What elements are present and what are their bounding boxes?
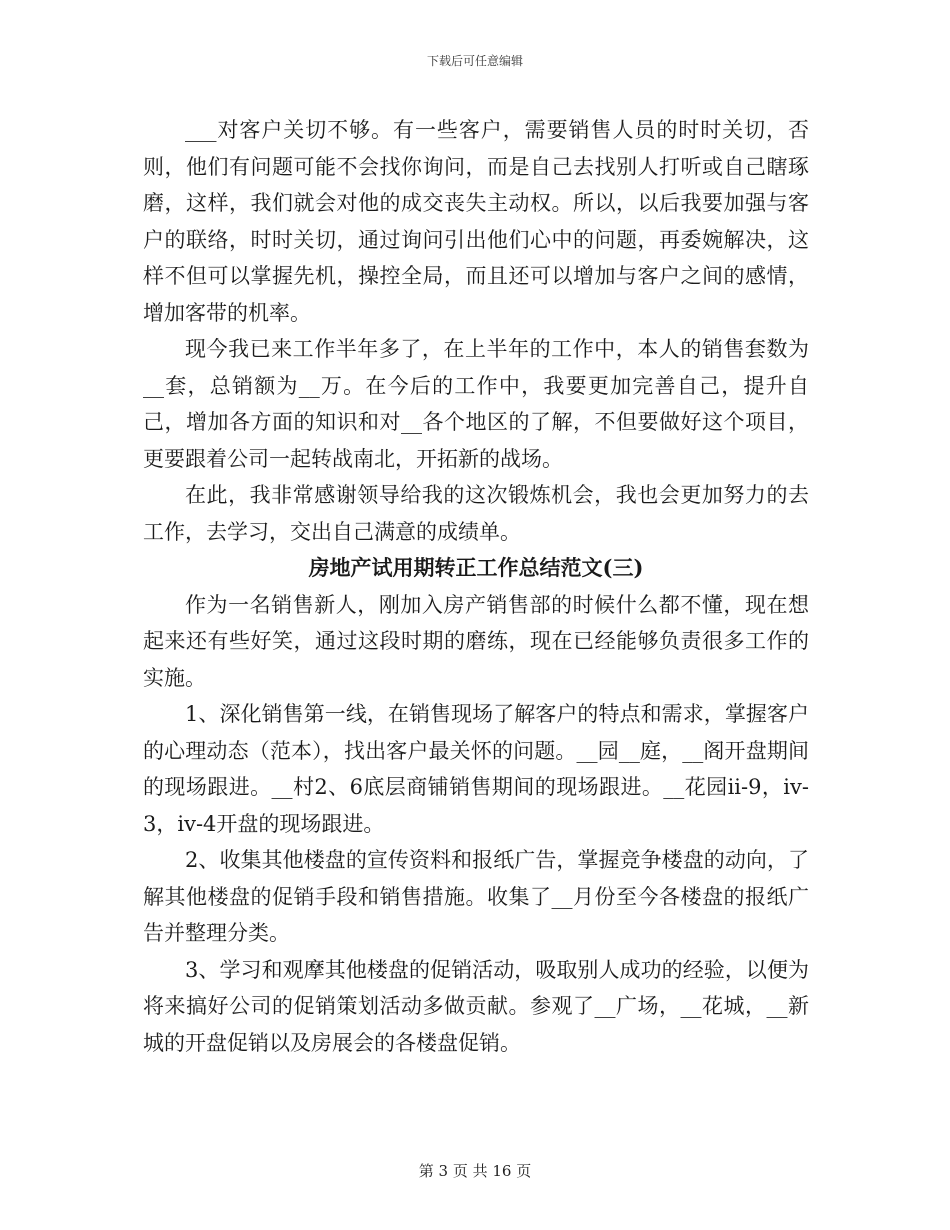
paragraph-1: ___对客户关切不够。有一些客户，需要销售人员的时时关切，否则，他们有问题可能不会找你询问，而是自己去找别人打听或自己瞎琢磨，这样，我们就会对他的成交丧失主动权。所以，以后我要加强与客户的联络，时时关切，通过询问引出他们心中的问题，再委婉解决，这样不但可以掌握先机，操控全局，而且还可以增加与客户之间的感情，增加客带的机率。 <box>143 118 809 325</box>
paragraph-5: 1、深化销售第一线，在销售现场了解客户的特点和需求，掌握客户的心理动态（范本），找出客户最关怀的问题。__园__庭，__阁开盘期间的现场跟进。__村2、6底层商铺销售期间的现场跟进。__花园ii-9，iv-3，iv-4开盘的现场跟进。 <box>143 702 809 836</box>
page-number: 第 3 页 共 16 页 <box>418 1162 532 1180</box>
paragraph-6: 2、收集其他楼盘的宣传资料和报纸广告，掌握竞争楼盘的动向，了解其他楼盘的促销手段和销售措施。收集了__月份至今各楼盘的报纸广告并整理分类。 <box>143 848 809 945</box>
paragraph-4: 作为一名销售新人，刚加入房产销售部的时候什么都不懂，现在想起来还有些好笑，通过这段时期的磨练，现在已经能够负责很多工作的实施。 <box>143 592 809 690</box>
paragraph-7: 3、学习和观摩其他楼盘的促销活动，吸取别人成功的经验，以便为将来搞好公司的促销策划活动多做贡献。参观了__广场，__花城，__新城的开盘促销以及房展会的各楼盘促销。 <box>143 957 809 1055</box>
document-body <box>143 112 809 1061</box>
paragraph-2: 现今我已来工作半年多了，在上半年的工作中，本人的销售套数为__套，总销额为__万。在今后的工作中，我要更加完善自己，提升自己，增加各方面的知识和对__各个地区的了解，不但要做好这个项目，更要跟着公司一起转战南北，开拓新的战场。 <box>143 337 809 471</box>
section-heading: 房地产试用期转正工作总结范文(三) <box>308 555 644 580</box>
paragraph-3: 在此，我非常感谢领导给我的这次锻炼机会，我也会更加努力的去工作，去学习，交出自己满意的成绩单。 <box>143 483 809 544</box>
page-header: 下载后可任意编辑 <box>426 54 523 68</box>
